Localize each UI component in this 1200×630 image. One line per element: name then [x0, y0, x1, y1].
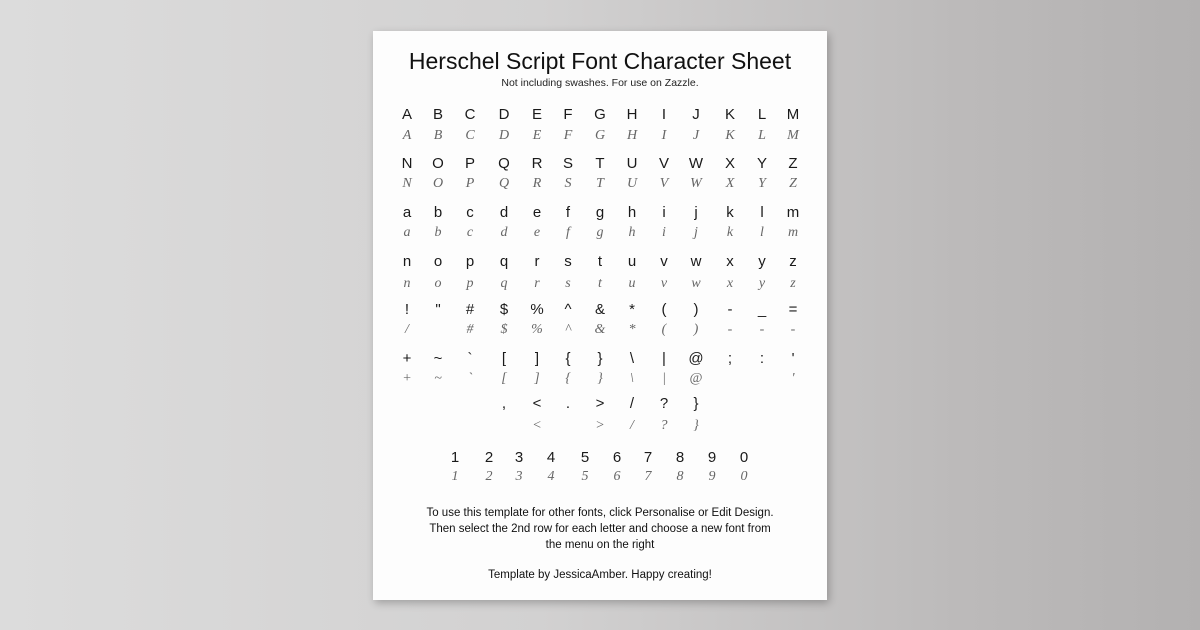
glyph-script: T — [596, 176, 604, 191]
glyph-standard: L — [757, 106, 767, 123]
glyph-script: s — [565, 276, 571, 291]
glyph-standard: F — [563, 106, 573, 123]
glyph-script: I — [661, 128, 667, 143]
glyph-standard: _ — [757, 301, 767, 318]
glyph-standard: A — [401, 106, 412, 123]
digit-standard: 1 — [450, 449, 460, 466]
glyph-script: L — [758, 128, 766, 143]
digit-script: 0 — [740, 469, 748, 484]
glyph-script: R — [532, 176, 542, 191]
glyph-script: + — [402, 371, 412, 386]
glyph-script: O — [432, 176, 444, 191]
glyph-standard: x — [726, 253, 734, 270]
digit-standard: 4 — [546, 449, 556, 466]
glyph-script: H — [626, 128, 638, 143]
glyph-script: [ — [501, 371, 507, 386]
glyph-script: F — [563, 128, 573, 143]
glyph-script: ) — [693, 322, 699, 337]
glyph-script: x — [726, 276, 734, 291]
glyph-standard: p — [465, 253, 475, 270]
glyph-standard: ' — [791, 350, 795, 367]
glyph-standard: s — [564, 253, 572, 270]
glyph-standard: @ — [688, 350, 704, 367]
glyph-script: t — [598, 276, 602, 291]
glyph-standard: g — [595, 204, 605, 221]
digit-script: 2 — [485, 469, 493, 484]
glyph-standard: } — [693, 395, 699, 412]
glyph-script: c — [466, 225, 474, 240]
glyph-script: J — [692, 128, 700, 143]
glyph-standard: # — [465, 301, 475, 318]
glyph-standard: ] — [534, 350, 540, 367]
glyph-standard: " — [435, 301, 441, 318]
glyph-script: b — [434, 225, 442, 240]
glyph-standard: I — [661, 106, 667, 123]
glyph-script: { — [565, 371, 571, 386]
glyph-standard: Q — [498, 155, 510, 172]
digit-script: 3 — [515, 469, 523, 484]
glyph-script: D — [498, 128, 510, 143]
digit-standard: 7 — [643, 449, 653, 466]
glyph-standard: * — [629, 301, 635, 318]
glyph-script: i — [662, 225, 666, 240]
glyph-standard: ) — [693, 301, 699, 318]
instruction-line: To use this template for other fonts, click Personalise or Edit Design. — [426, 507, 774, 519]
glyph-script: w — [691, 276, 701, 291]
glyph-standard: & — [594, 301, 605, 318]
glyph-script: } — [693, 418, 699, 433]
glyph-standard: K — [724, 106, 735, 123]
digit-script: 5 — [581, 469, 589, 484]
glyph-script: - — [790, 322, 796, 337]
glyph-script: W — [690, 176, 702, 191]
digit-script: 6 — [613, 469, 621, 484]
glyph-script: K — [725, 128, 735, 143]
glyph-standard: f — [565, 204, 571, 221]
glyph-standard: b — [433, 204, 443, 221]
glyph-standard: d — [499, 204, 509, 221]
glyph-script: G — [594, 128, 606, 143]
glyph-script: d — [500, 225, 508, 240]
glyph-script: p — [466, 276, 474, 291]
glyph-standard: = — [788, 301, 798, 318]
digit-standard: 8 — [675, 449, 685, 466]
glyph-standard: ^ — [564, 301, 572, 318]
glyph-standard: , — [501, 395, 507, 412]
glyph-standard: u — [627, 253, 637, 270]
glyph-script: V — [659, 176, 669, 191]
glyph-script: n — [403, 276, 411, 291]
glyph-script: a — [403, 225, 411, 240]
glyph-script: ' — [791, 371, 795, 386]
glyph-standard: ; — [727, 350, 733, 367]
glyph-script: @ — [689, 371, 703, 386]
glyph-standard: ? — [659, 395, 669, 412]
glyph-standard: t — [597, 253, 603, 270]
glyph-script: e — [533, 225, 541, 240]
glyph-standard: j — [694, 204, 698, 221]
template-credit: Template by JessicaAmber. Happy creating! — [488, 569, 712, 581]
glyph-standard: S — [562, 155, 573, 172]
glyph-standard: C — [464, 106, 476, 123]
glyph-standard: n — [402, 253, 412, 270]
glyph-script: q — [500, 276, 508, 291]
glyph-standard: Z — [788, 155, 798, 172]
glyph-script: y — [758, 276, 766, 291]
glyph-standard: l — [760, 204, 764, 221]
glyph-script: E — [532, 128, 542, 143]
glyph-standard: m — [786, 204, 800, 221]
digit-script: 7 — [644, 469, 652, 484]
glyph-standard: ( — [661, 301, 667, 318]
glyph-script: | — [662, 371, 666, 386]
glyph-standard: z — [789, 253, 797, 270]
glyph-standard: B — [432, 106, 443, 123]
glyph-standard: > — [595, 395, 605, 412]
character-sheet-poster — [373, 31, 827, 600]
glyph-standard: { — [565, 350, 571, 367]
glyph-script: v — [660, 276, 668, 291]
glyph-standard: ~ — [433, 350, 443, 367]
glyph-script: % — [531, 322, 543, 337]
glyph-script: z — [790, 276, 796, 291]
digit-standard: 3 — [514, 449, 524, 466]
glyph-script: ? — [660, 418, 668, 433]
glyph-standard: X — [724, 155, 735, 172]
glyph-standard: c — [466, 204, 474, 221]
glyph-script: S — [564, 176, 572, 191]
glyph-standard: : — [759, 350, 765, 367]
glyph-script: & — [594, 322, 606, 337]
glyph-standard: P — [464, 155, 475, 172]
glyph-standard: ! — [404, 301, 410, 318]
glyph-standard: + — [402, 350, 412, 367]
glyph-script: B — [433, 128, 443, 143]
glyph-script: # — [466, 322, 474, 337]
glyph-script: Y — [758, 176, 766, 191]
glyph-standard: $ — [499, 301, 509, 318]
digit-script: 4 — [547, 469, 555, 484]
glyph-standard: O — [432, 155, 444, 172]
glyph-script: - — [759, 322, 765, 337]
glyph-script: } — [597, 371, 603, 386]
glyph-script: Z — [789, 176, 797, 191]
glyph-standard: G — [594, 106, 606, 123]
digit-standard: 0 — [739, 449, 749, 466]
glyph-standard: M — [786, 106, 800, 123]
glyph-script: l — [760, 225, 764, 240]
digit-standard: 2 — [484, 449, 494, 466]
digit-standard: 6 — [612, 449, 622, 466]
glyph-standard: . — [565, 395, 571, 412]
glyph-script: o — [434, 276, 442, 291]
glyph-script: ^ — [565, 322, 571, 337]
glyph-script: u — [628, 276, 636, 291]
glyph-script: X — [725, 176, 735, 191]
poster-title: Herschel Script Font Character Sheet — [408, 48, 792, 74]
glyph-script: > — [595, 418, 605, 433]
glyph-standard: % — [530, 301, 544, 318]
glyph-standard: E — [531, 106, 542, 123]
poster-subtitle: Not including swashes. For use on Zazzle. — [501, 77, 699, 89]
glyph-script: < — [532, 418, 542, 433]
glyph-script: ~ — [434, 371, 442, 386]
glyph-script: k — [726, 225, 734, 240]
glyph-script: C — [465, 128, 475, 143]
digit-script: 8 — [676, 469, 684, 484]
glyph-standard: < — [532, 395, 542, 412]
glyph-standard: y — [758, 253, 766, 270]
instructions — [373, 505, 827, 553]
glyph-script: ( — [661, 322, 667, 337]
glyph-standard: e — [532, 204, 542, 221]
glyph-standard: W — [688, 155, 704, 172]
glyph-script: N — [402, 176, 412, 191]
glyph-standard: \ — [629, 350, 635, 367]
glyph-standard: R — [531, 155, 543, 172]
glyph-script: Q — [498, 176, 510, 191]
glyph-standard: q — [499, 253, 509, 270]
glyph-script: $ — [500, 322, 508, 337]
glyph-standard: T — [595, 155, 605, 172]
digit-standard: 5 — [580, 449, 590, 466]
glyph-script: \ — [630, 371, 634, 386]
glyph-script: - — [727, 322, 733, 337]
glyph-standard: } — [597, 350, 603, 367]
glyph-standard: v — [660, 253, 668, 270]
digit-script: 1 — [451, 469, 459, 484]
glyph-standard: r — [534, 253, 540, 270]
glyph-standard: w — [690, 253, 702, 270]
glyph-standard: o — [433, 253, 443, 270]
glyph-script: ` — [467, 371, 473, 386]
instruction-line: Then select the 2nd row for each letter and choose a new font from — [429, 523, 771, 535]
glyph-standard: H — [626, 106, 638, 123]
glyph-script: j — [694, 225, 698, 240]
glyph-standard: Y — [756, 155, 767, 172]
glyph-script: * — [628, 322, 636, 337]
glyph-standard: a — [402, 204, 412, 221]
glyph-standard: / — [629, 395, 635, 412]
glyph-script: P — [465, 176, 475, 191]
glyph-script: m — [787, 225, 799, 240]
glyph-script: g — [596, 225, 604, 240]
glyph-script: U — [626, 176, 638, 191]
glyph-standard: [ — [501, 350, 507, 367]
glyph-standard: | — [662, 350, 666, 367]
glyph-standard: - — [727, 301, 733, 318]
glyph-standard: N — [401, 155, 413, 172]
glyph-script: A — [402, 128, 412, 143]
glyph-script: M — [787, 128, 799, 143]
glyph-standard: U — [626, 155, 638, 172]
glyph-script: ] — [534, 371, 540, 386]
glyph-standard: V — [658, 155, 669, 172]
glyph-script: / — [405, 322, 409, 337]
glyph-standard: i — [662, 204, 666, 221]
glyph-standard: D — [498, 106, 510, 123]
glyph-standard: ` — [467, 350, 473, 367]
glyph-standard: k — [726, 204, 734, 221]
glyph-script: h — [628, 225, 636, 240]
glyph-script: f — [566, 225, 570, 240]
glyph-script: r — [534, 276, 540, 291]
glyph-standard: J — [692, 106, 700, 123]
glyph-standard: h — [627, 204, 637, 221]
digit-standard: 9 — [707, 449, 717, 466]
glyph-script: / — [630, 418, 634, 433]
instruction-line: the menu on the right — [545, 539, 655, 551]
digit-script: 9 — [708, 469, 716, 484]
